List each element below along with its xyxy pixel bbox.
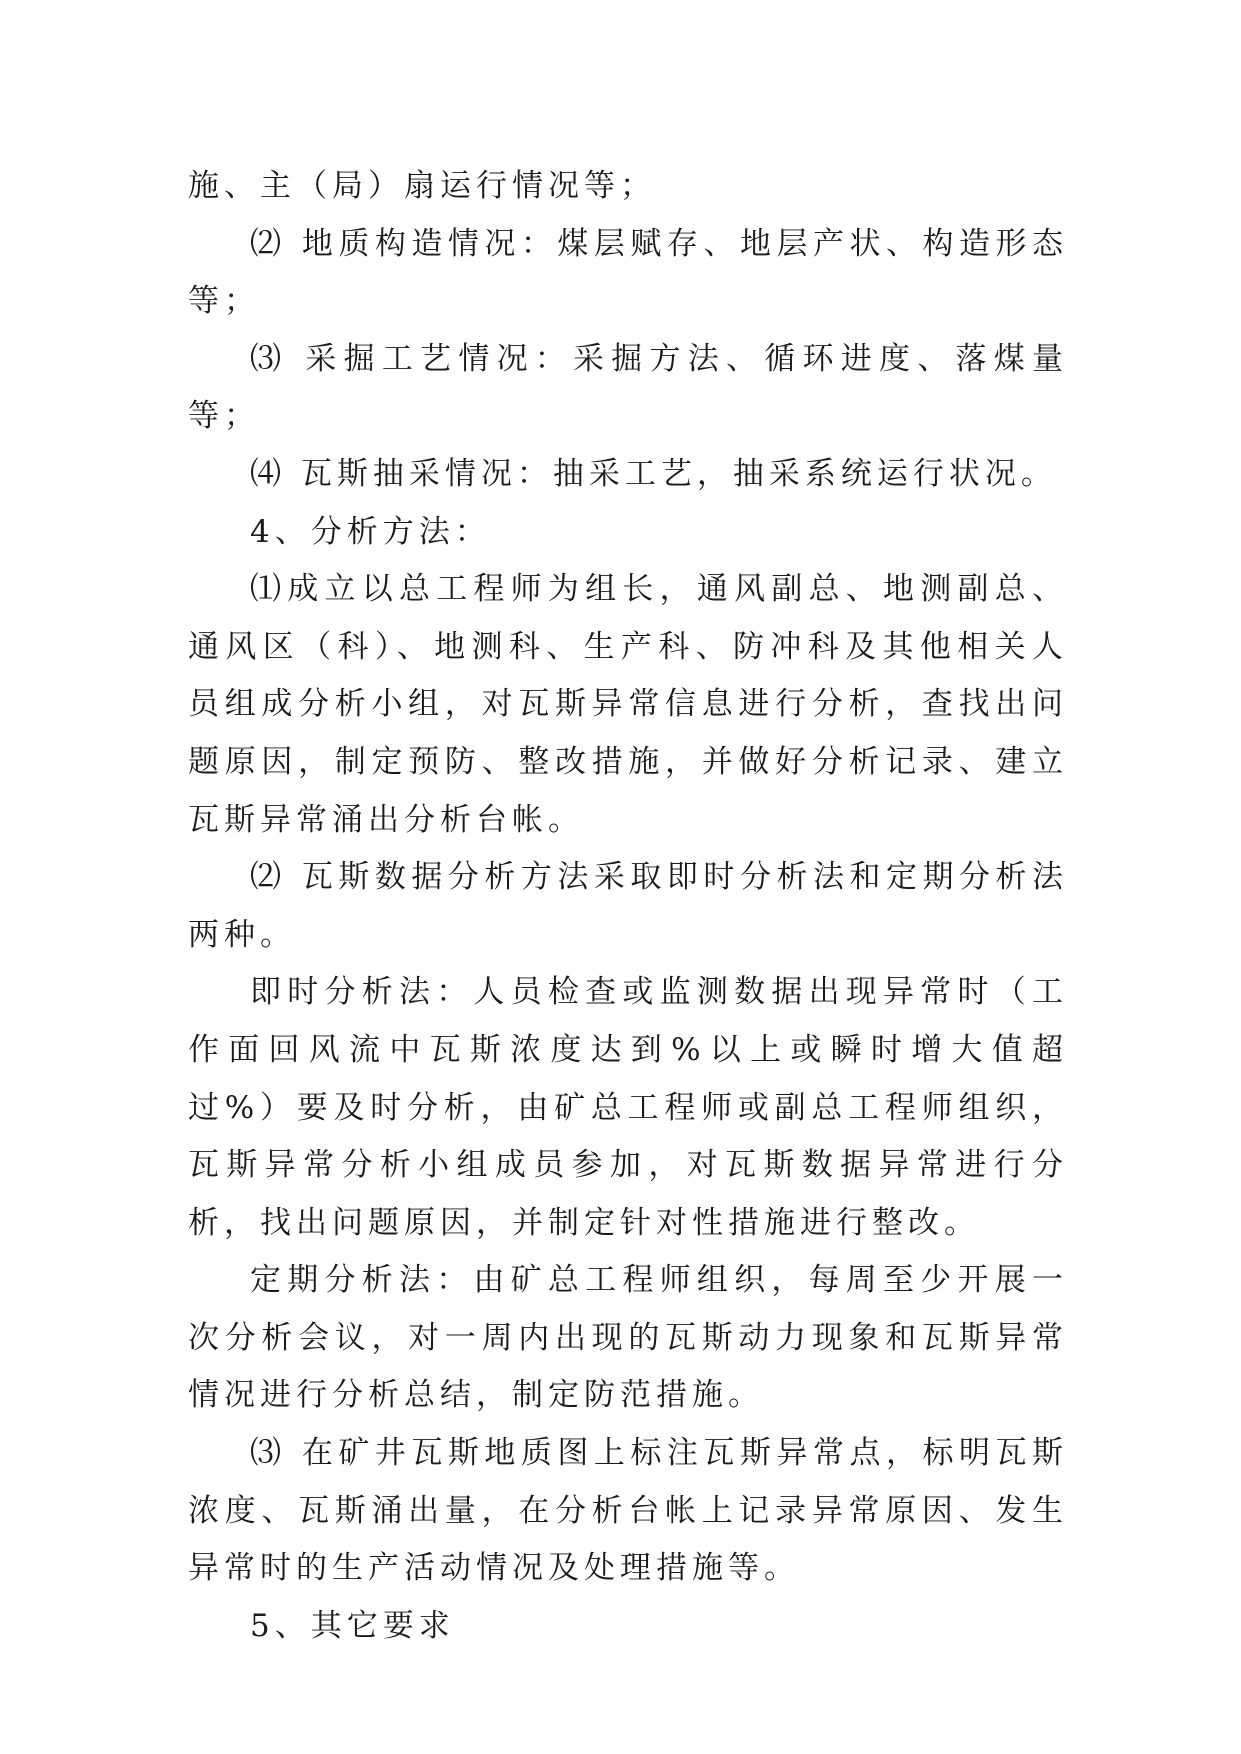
paragraph-analysis-types: ⑵ 瓦斯数据分析方法采取即时分析法和定期分析法两种。 <box>188 859 1068 953</box>
paragraph-map-marking: ⑶ 在矿井瓦斯地质图上标注瓦斯异常点，标明瓦斯浓度、瓦斯涌出量，在分析台帐上记录异常原因、发生异常时的生产活动情况及处理措施等。 <box>188 1435 1068 1587</box>
paragraph-periodic-analysis: 定期分析法：由矿总工程师组织，每周至少开展一次分析会议，对一周内出现的瓦斯动力现象和瓦斯异常情况进行分析总结，制定防范措施。 <box>188 1262 1068 1414</box>
paragraph-instant-analysis: 即时分析法：人员检查或监测数据出现异常时（工作面回风流中瓦斯浓度达到%以上或瞬时增大值超过%）要及时分析，由矿总工程师或副总工程师组织，瓦斯异常分析小组成员参加，对瓦斯数据异常进行分析，找出问题原因，并制定针对性措施进行整改。 <box>188 974 1068 1241</box>
document-body <box>188 158 1068 1655</box>
section-heading-analysis-method: 4、分析方法： <box>250 513 491 550</box>
paragraph-item-mining-process: ⑶ 采掘工艺情况：采掘方法、循环进度、落煤量等； <box>188 340 1068 435</box>
paragraph-item-geology: ⑵ 地质构造情况：煤层赋存、地层产状、构造形态等； <box>188 225 1068 320</box>
paragraph-analysis-group: ⑴成立以总工程师为组长，通风副总、地测副总、通风区（科）、地测科、生产科、防冲科及其他相关人员组成分析小组，对瓦斯异常信息进行分析，查找出问题原因，制定预防、整改措施，并做好分析记录、建立瓦斯异常涌出分析台帐。 <box>188 571 1068 838</box>
paragraph-item-gas-drainage: ⑷ 瓦斯抽采情况：抽采工艺，抽采系统运行状况。 <box>250 455 1057 492</box>
section-heading-other-requirements: 5、其它要求 <box>250 1607 455 1644</box>
paragraph-continuation: 施、主（局）扇运行情况等； <box>188 168 656 204</box>
